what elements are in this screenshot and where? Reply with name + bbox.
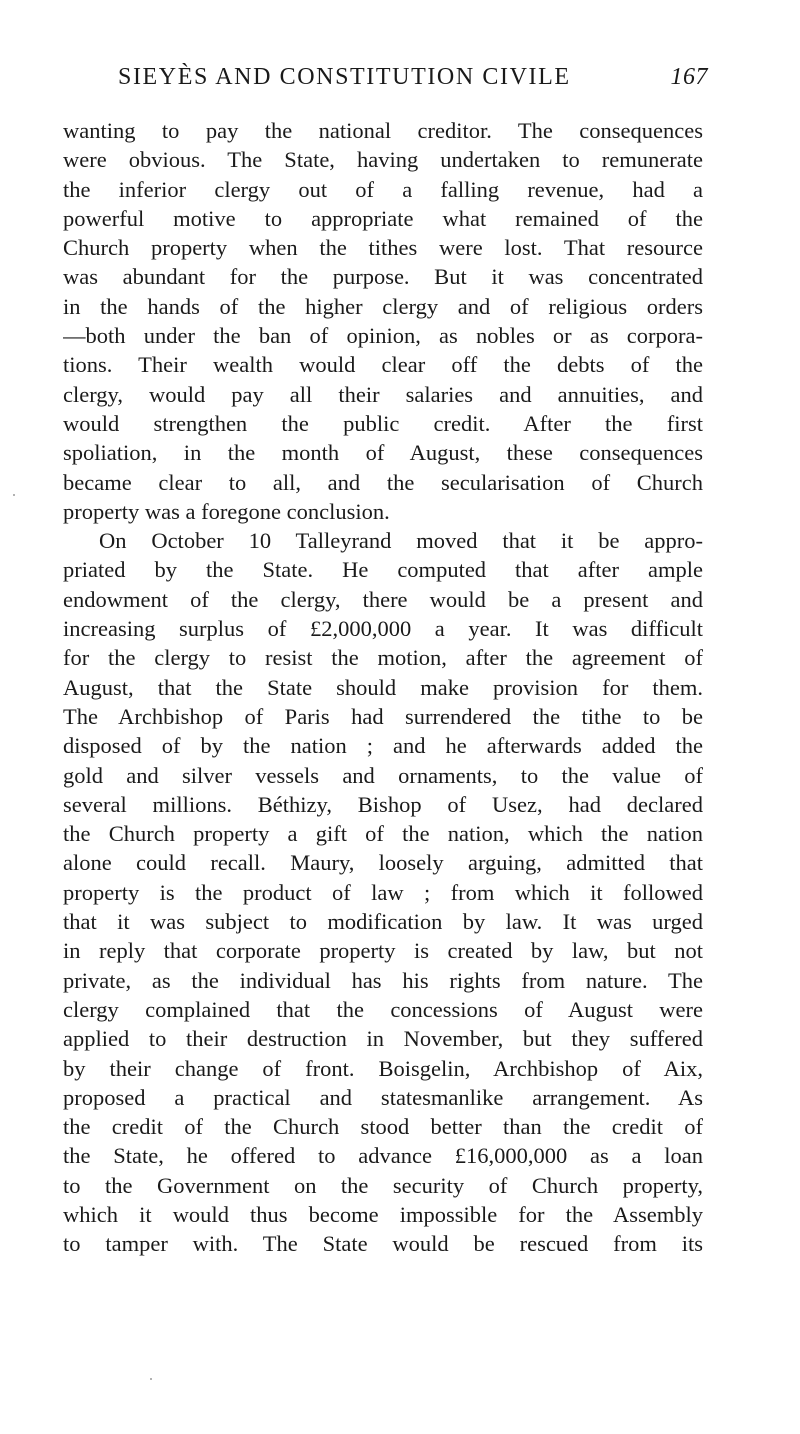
page-number: 167 bbox=[670, 64, 708, 90]
text-line-paragraph-end: property was a foregone conclusion. bbox=[63, 498, 390, 524]
text-line: the Church property a gift of the nation, which the nation bbox=[63, 821, 703, 847]
text-line: were obvious. The State, having undertaken to remunerate bbox=[63, 147, 703, 173]
text-line: gold and silver vessels and ornaments, to the value of bbox=[63, 762, 703, 788]
text-line: —both under the ban of opinion, as nobles or as corpora- bbox=[63, 323, 703, 349]
text-line: private, as the individual has his rights from nature. The bbox=[63, 967, 703, 993]
text-line: was abundant for the purpose. But it was concentrated bbox=[63, 264, 703, 290]
text-line: August, that the State should make provision for them. bbox=[63, 674, 703, 700]
text-line: to the Government on the security of Church property, bbox=[63, 1172, 703, 1198]
text-line: to tamper with. The State would be rescued from its bbox=[63, 1231, 703, 1257]
text-line: Church property when the tithes were lost. That resource bbox=[63, 235, 703, 261]
text-line: tions. Their wealth would clear off the debts of the bbox=[63, 352, 703, 378]
text-line: would strengthen the public credit. After the first bbox=[63, 410, 703, 436]
text-line: powerful motive to appropriate what remained of the bbox=[63, 205, 703, 231]
text-line: spoliation, in the month of August, these consequences bbox=[63, 440, 703, 466]
text-line: alone could recall. Maury, loosely arguing, admitted that bbox=[63, 850, 703, 876]
text-line: The Archbishop of Paris had surrendered the tithe to be bbox=[63, 703, 703, 729]
text-line: clergy, would pay all their salaries and annuities, and bbox=[63, 381, 703, 407]
running-head-title: SIEYÈS AND CONSTITUTION CIVILE bbox=[118, 64, 571, 90]
text-line: priated by the State. He computed that after ample bbox=[63, 557, 703, 583]
text-line: increasing surplus of £2,000,000 a year. It was difficult bbox=[63, 616, 703, 642]
text-line: several millions. Béthizy, Bishop of Usez, had declared bbox=[63, 791, 703, 817]
scan-speck bbox=[13, 494, 15, 496]
text-line: endowment of the clergy, there would be a present and bbox=[63, 586, 703, 612]
text-line: by their change of front. Boisgelin, Archbishop of Aix, bbox=[63, 1055, 703, 1081]
text-line: in the hands of the higher clergy and of religious orders bbox=[63, 293, 703, 319]
text-line: that it was subject to modification by law. It was urged bbox=[63, 909, 703, 935]
text-line: the inferior clergy out of a falling revenue, had a bbox=[63, 176, 703, 202]
running-head bbox=[118, 64, 708, 98]
scan-speck bbox=[150, 1378, 152, 1380]
text-line-paragraph-start: On October 10 Talleyrand moved that it be appro- bbox=[99, 528, 703, 554]
text-line: proposed a practical and statesmanlike arrangement. As bbox=[63, 1084, 703, 1110]
text-line: became clear to all, and the secularisation of Church bbox=[63, 469, 703, 495]
body-text bbox=[63, 116, 703, 1259]
text-line: for the clergy to resist the motion, after the agreement of bbox=[63, 645, 703, 671]
text-line: the credit of the Church stood better than the credit of bbox=[63, 1114, 703, 1140]
text-line: in reply that corporate property is created by law, but not bbox=[63, 938, 703, 964]
text-line: property is the product of law ; from which it followed bbox=[63, 879, 703, 905]
text-line: clergy complained that the concessions of August were bbox=[63, 996, 703, 1022]
text-line: the State, he offered to advance £16,000,000 as a loan bbox=[63, 1143, 703, 1169]
text-line: which it would thus become impossible for the Assembly bbox=[63, 1201, 703, 1227]
text-line: wanting to pay the national creditor. The consequences bbox=[63, 118, 703, 143]
text-line: disposed of by the nation ; and he afterwards added the bbox=[63, 733, 703, 759]
text-line: applied to their destruction in November, but they suffered bbox=[63, 1026, 703, 1052]
